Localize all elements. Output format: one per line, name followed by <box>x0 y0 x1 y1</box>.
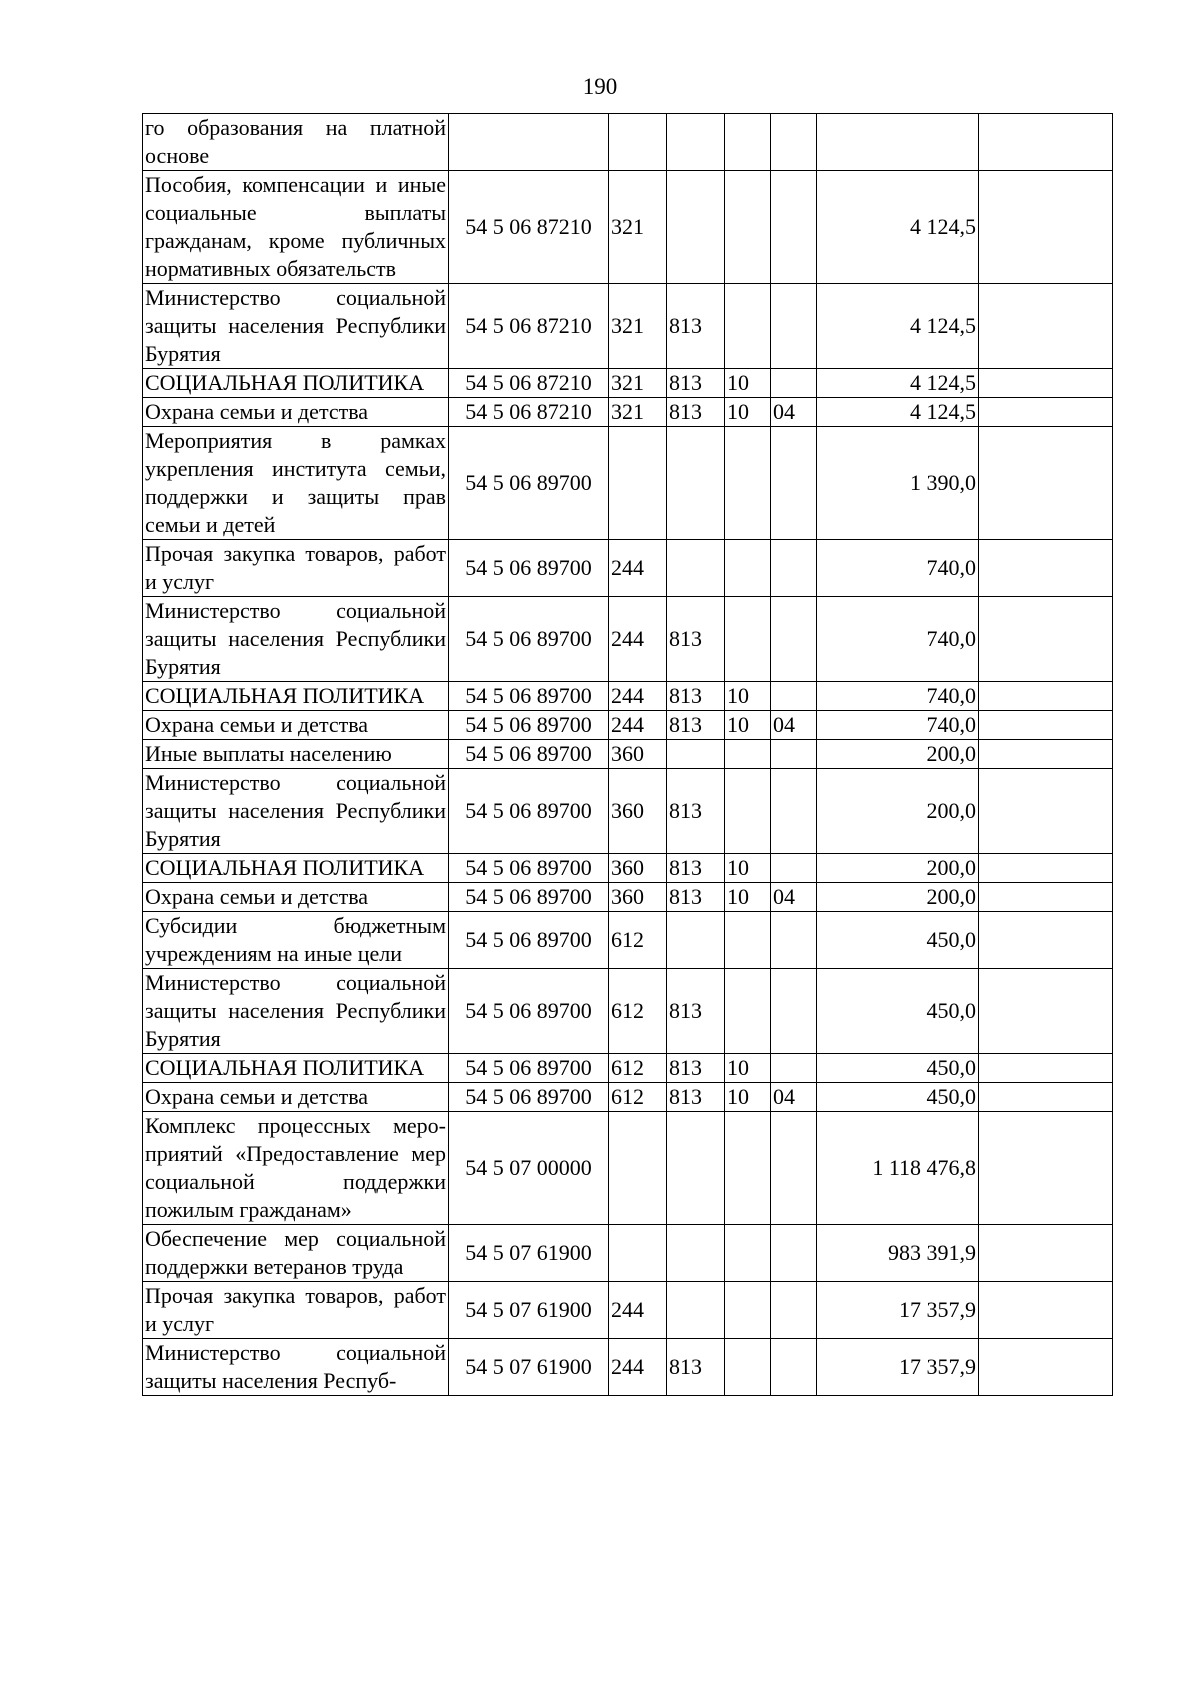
cell-empty <box>979 540 1113 597</box>
cell-expense-type: 360 <box>609 883 667 912</box>
cell-expense-type: 321 <box>609 171 667 284</box>
cell-target-code: 54 5 06 89700 <box>449 912 609 969</box>
cell-empty <box>979 114 1113 171</box>
cell-name: Министерство социальной защиты населения Республики Бурятия <box>143 969 449 1054</box>
cell-expense-type: 360 <box>609 854 667 883</box>
cell-target-code: 54 5 06 89700 <box>449 597 609 682</box>
cell-name: СОЦИАЛЬНАЯ ПОЛИТИКА <box>143 1054 449 1083</box>
cell-target-code: 54 5 06 87210 <box>449 369 609 398</box>
cell-section <box>725 540 771 597</box>
cell-section <box>725 912 771 969</box>
cell-ministry-code: 813 <box>667 597 725 682</box>
cell-section: 10 <box>725 682 771 711</box>
cell-empty <box>979 597 1113 682</box>
cell-expense-type: 360 <box>609 740 667 769</box>
cell-expense-type <box>609 1112 667 1225</box>
cell-target-code: 54 5 06 89700 <box>449 711 609 740</box>
table-row <box>143 682 1113 711</box>
cell-subsection <box>771 1339 817 1396</box>
cell-amount: 17 357,9 <box>817 1339 979 1396</box>
cell-section <box>725 171 771 284</box>
cell-name: Пособия, компенсации и иные социальные выплаты гражданам, кроме публичных нормативных обязательств <box>143 171 449 284</box>
cell-expense-type: 360 <box>609 769 667 854</box>
cell-empty <box>979 769 1113 854</box>
cell-subsection: 04 <box>771 1083 817 1112</box>
cell-section <box>725 1282 771 1339</box>
cell-name: Охрана семьи и детства <box>143 711 449 740</box>
cell-name: Охрана семьи и детства <box>143 1083 449 1112</box>
table-row <box>143 284 1113 369</box>
cell-amount: 1 390,0 <box>817 427 979 540</box>
cell-empty <box>979 284 1113 369</box>
cell-section <box>725 740 771 769</box>
cell-ministry-code <box>667 427 725 540</box>
cell-expense-type: 244 <box>609 711 667 740</box>
cell-ministry-code: 813 <box>667 369 725 398</box>
cell-target-code: 54 5 07 61900 <box>449 1339 609 1396</box>
cell-amount: 740,0 <box>817 597 979 682</box>
table-row <box>143 1282 1113 1339</box>
cell-empty <box>979 969 1113 1054</box>
cell-subsection <box>771 284 817 369</box>
cell-name: Министерство социальной защиты населения Республики Бурятия <box>143 597 449 682</box>
cell-ministry-code <box>667 540 725 597</box>
cell-target-code: 54 5 06 89700 <box>449 682 609 711</box>
cell-ministry-code: 813 <box>667 284 725 369</box>
table-row <box>143 114 1113 171</box>
cell-amount: 740,0 <box>817 711 979 740</box>
cell-amount: 200,0 <box>817 883 979 912</box>
cell-section: 10 <box>725 854 771 883</box>
table-row <box>143 969 1113 1054</box>
cell-expense-type: 321 <box>609 398 667 427</box>
cell-amount: 450,0 <box>817 1054 979 1083</box>
cell-empty <box>979 427 1113 540</box>
cell-ministry-code: 813 <box>667 682 725 711</box>
cell-name: Субсидии бюджетным учреждениям на иные цели <box>143 912 449 969</box>
cell-target-code: 54 5 07 61900 <box>449 1225 609 1282</box>
cell-expense-type: 612 <box>609 969 667 1054</box>
cell-section: 10 <box>725 883 771 912</box>
cell-empty <box>979 1112 1113 1225</box>
cell-expense-type: 612 <box>609 912 667 969</box>
cell-empty <box>979 1339 1113 1396</box>
cell-amount: 17 357,9 <box>817 1282 979 1339</box>
table-row <box>143 1054 1113 1083</box>
cell-section: 10 <box>725 711 771 740</box>
cell-ministry-code: 813 <box>667 398 725 427</box>
cell-subsection <box>771 540 817 597</box>
cell-section: 10 <box>725 1054 771 1083</box>
cell-expense-type: 321 <box>609 369 667 398</box>
cell-ministry-code: 813 <box>667 969 725 1054</box>
cell-subsection <box>771 969 817 1054</box>
cell-subsection <box>771 769 817 854</box>
cell-amount: 4 124,5 <box>817 171 979 284</box>
cell-ministry-code: 813 <box>667 769 725 854</box>
table-row <box>143 1225 1113 1282</box>
cell-section <box>725 1112 771 1225</box>
cell-amount: 200,0 <box>817 769 979 854</box>
cell-empty <box>979 912 1113 969</box>
cell-expense-type: 321 <box>609 284 667 369</box>
cell-target-code: 54 5 06 89700 <box>449 854 609 883</box>
cell-subsection <box>771 740 817 769</box>
cell-subsection: 04 <box>771 398 817 427</box>
cell-subsection <box>771 682 817 711</box>
cell-subsection <box>771 1112 817 1225</box>
cell-section <box>725 597 771 682</box>
cell-expense-type: 244 <box>609 597 667 682</box>
cell-amount: 983 391,9 <box>817 1225 979 1282</box>
cell-subsection <box>771 427 817 540</box>
cell-subsection <box>771 597 817 682</box>
cell-amount: 4 124,5 <box>817 369 979 398</box>
cell-empty <box>979 1083 1113 1112</box>
table-row <box>143 398 1113 427</box>
cell-subsection <box>771 369 817 398</box>
cell-name: Министерство социальной защиты населения Республики Бурятия <box>143 284 449 369</box>
cell-expense-type: 244 <box>609 682 667 711</box>
cell-amount: 450,0 <box>817 969 979 1054</box>
cell-amount: 450,0 <box>817 912 979 969</box>
cell-target-code: 54 5 06 89700 <box>449 740 609 769</box>
cell-section <box>725 969 771 1054</box>
table-row <box>143 854 1113 883</box>
cell-ministry-code <box>667 740 725 769</box>
cell-ministry-code: 813 <box>667 1083 725 1112</box>
cell-amount: 4 124,5 <box>817 398 979 427</box>
cell-expense-type: 244 <box>609 540 667 597</box>
cell-ministry-code: 813 <box>667 1054 725 1083</box>
cell-name: Мероприятия в рамках укрепления института семьи, поддержки и защиты прав семьи и детей <box>143 427 449 540</box>
cell-ministry-code <box>667 1112 725 1225</box>
cell-target-code: 54 5 06 89700 <box>449 883 609 912</box>
table-row <box>143 597 1113 682</box>
cell-empty <box>979 398 1113 427</box>
cell-subsection <box>771 912 817 969</box>
cell-ministry-code <box>667 1225 725 1282</box>
cell-target-code: 54 5 06 89700 <box>449 1083 609 1112</box>
cell-expense-type <box>609 1225 667 1282</box>
table-row <box>143 171 1113 284</box>
cell-amount: 200,0 <box>817 854 979 883</box>
cell-name: Обеспечение мер социальной поддержки ветеранов труда <box>143 1225 449 1282</box>
cell-ministry-code: 813 <box>667 1339 725 1396</box>
cell-subsection <box>771 1225 817 1282</box>
cell-empty <box>979 1225 1113 1282</box>
cell-section <box>725 427 771 540</box>
cell-target-code <box>449 114 609 171</box>
cell-ministry-code: 813 <box>667 854 725 883</box>
cell-expense-type <box>609 114 667 171</box>
cell-empty <box>979 1282 1113 1339</box>
cell-amount: 740,0 <box>817 540 979 597</box>
cell-target-code: 54 5 06 89700 <box>449 1054 609 1083</box>
cell-name: Прочая закупка товаров, работ и услуг <box>143 540 449 597</box>
cell-target-code: 54 5 06 87210 <box>449 284 609 369</box>
cell-target-code: 54 5 07 00000 <box>449 1112 609 1225</box>
cell-amount: 1 118 476,8 <box>817 1112 979 1225</box>
cell-target-code: 54 5 06 89700 <box>449 969 609 1054</box>
cell-expense-type: 612 <box>609 1054 667 1083</box>
cell-amount: 200,0 <box>817 740 979 769</box>
table-row <box>143 540 1113 597</box>
table-row <box>143 769 1113 854</box>
cell-subsection: 04 <box>771 883 817 912</box>
cell-subsection <box>771 1282 817 1339</box>
cell-section: 10 <box>725 369 771 398</box>
cell-name: Комплекс процессных мероприятий «Предоставление мер социальной поддержки пожилым гражданам» <box>143 1112 449 1225</box>
cell-expense-type: 244 <box>609 1339 667 1396</box>
cell-target-code: 54 5 06 89700 <box>449 427 609 540</box>
table-row <box>143 427 1113 540</box>
cell-empty <box>979 711 1113 740</box>
cell-amount: 450,0 <box>817 1083 979 1112</box>
cell-name: го образования на платной основе <box>143 114 449 171</box>
cell-amount <box>817 114 979 171</box>
table-row <box>143 711 1113 740</box>
cell-expense-type: 612 <box>609 1083 667 1112</box>
cell-name: СОЦИАЛЬНАЯ ПОЛИТИКА <box>143 854 449 883</box>
cell-subsection <box>771 1054 817 1083</box>
cell-subsection <box>771 171 817 284</box>
cell-empty <box>979 369 1113 398</box>
table-row <box>143 740 1113 769</box>
cell-empty <box>979 171 1113 284</box>
cell-name: Иные выплаты населению <box>143 740 449 769</box>
cell-amount: 740,0 <box>817 682 979 711</box>
cell-amount: 4 124,5 <box>817 284 979 369</box>
table-row <box>143 369 1113 398</box>
cell-section <box>725 769 771 854</box>
cell-ministry-code: 813 <box>667 711 725 740</box>
cell-subsection: 04 <box>771 711 817 740</box>
cell-target-code: 54 5 07 61900 <box>449 1282 609 1339</box>
cell-name: Министерство социальной защиты населения Республики Бурятия <box>143 769 449 854</box>
cell-name: Прочая закупка товаров, работ и услуг <box>143 1282 449 1339</box>
table-row <box>143 1083 1113 1112</box>
cell-ministry-code <box>667 1282 725 1339</box>
table-row <box>143 912 1113 969</box>
cell-ministry-code <box>667 114 725 171</box>
cell-empty <box>979 682 1113 711</box>
budget-table <box>142 113 1113 1396</box>
table-row <box>143 1112 1113 1225</box>
cell-expense-type: 244 <box>609 1282 667 1339</box>
cell-ministry-code: 813 <box>667 883 725 912</box>
cell-section <box>725 1339 771 1396</box>
cell-empty <box>979 1054 1113 1083</box>
table-row <box>143 1339 1113 1396</box>
cell-empty <box>979 740 1113 769</box>
cell-name: Охрана семьи и детства <box>143 398 449 427</box>
cell-name: СОЦИАЛЬНАЯ ПОЛИТИКА <box>143 369 449 398</box>
cell-expense-type <box>609 427 667 540</box>
cell-ministry-code <box>667 171 725 284</box>
cell-target-code: 54 5 06 87210 <box>449 398 609 427</box>
cell-section <box>725 114 771 171</box>
cell-empty <box>979 854 1113 883</box>
cell-name: Охрана семьи и детства <box>143 883 449 912</box>
cell-subsection <box>771 114 817 171</box>
cell-section: 10 <box>725 398 771 427</box>
cell-target-code: 54 5 06 89700 <box>449 540 609 597</box>
cell-section <box>725 284 771 369</box>
table-body <box>143 114 1113 1396</box>
cell-subsection <box>771 854 817 883</box>
cell-name: СОЦИАЛЬНАЯ ПОЛИТИКА <box>143 682 449 711</box>
cell-name: Министерство социальной защиты населения Респуб- <box>143 1339 449 1396</box>
cell-section <box>725 1225 771 1282</box>
page-number: 190 <box>582 74 618 99</box>
cell-target-code: 54 5 06 87210 <box>449 171 609 284</box>
cell-target-code: 54 5 06 89700 <box>449 769 609 854</box>
table-row <box>143 883 1113 912</box>
cell-section: 10 <box>725 1083 771 1112</box>
cell-ministry-code <box>667 912 725 969</box>
cell-empty <box>979 883 1113 912</box>
